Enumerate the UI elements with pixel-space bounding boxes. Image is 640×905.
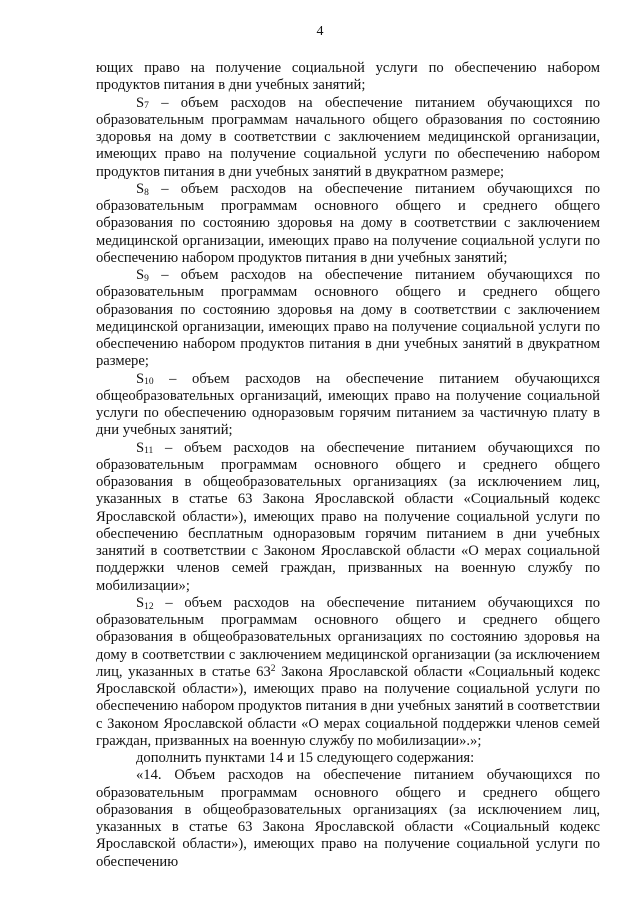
document-body [96, 60, 600, 871]
definition-s7: $S_7$ – объем расходов на обеспечение питанием обучающихся по образовательным программам начального общего образования по состоянию здоровья на дому в соответствии с заключением медицинской организации, имеющих право на получение социальной услуги по обеспечению набором продуктов питания в дни учебных занятий в двукратном размере; [96, 94, 600, 180]
symbol: S [136, 439, 145, 456]
page-number: 4 [316, 24, 324, 39]
symbol-subscript: 12 [144, 601, 154, 612]
symbol: S [136, 180, 145, 197]
definition-s10: $S_{10}$ – объем расходов на обеспечение питанием обучающихся общеобразовательных организаций, имеющих право на получение социальной услуги по обеспечению одноразовым горячим питанием за частичную плату в дни учебных занятий; [96, 370, 600, 439]
definition-s12: $S_{12}$ – объем расходов на обеспечение питанием обучающихся по образовательным программам основного общего и среднего общего образования в общеобразовательных организациях по состоянию здоровья на дому в соответствии с заключением медицинской организации (за исключением лиц, указанных в статье $63^2$ Закона Ярославской области «Социальный кодекс Ярославской области»), имеющих право на получение социальной услуги по обеспечению набором продуктов питания в дни учебных занятий в соответствии с Законом Ярославской области «О мерах социальной поддержки членов семей граждан, призванных на военную службу по мобилизации».»; [96, 594, 600, 749]
symbol-subscript: 11 [144, 446, 154, 457]
symbol-subscript: 7 [144, 101, 149, 112]
definition-s11: $S_{11}$ – объем расходов на обеспечение питанием обучающихся по образовательным программам основного общего и среднего общего образования в общеобразовательных организациях (за исключением лиц, указанных в статье 63 Закона Ярославской области «Социальный кодекс Ярославской области»), имеющих право на получение социальной услуги по обеспечению бесплатным одноразовым горячим питанием в дни учебных занятий в соответствии с Законом Ярославской области «О мерах социальной поддержки членов семей граждан, призванных на военную службу по мобилизации»; [96, 439, 600, 594]
symbol: S [136, 94, 145, 111]
article-superscript: 2 [270, 664, 276, 675]
symbol: S [136, 594, 145, 611]
symbol: S [136, 370, 145, 387]
symbol: S [136, 267, 145, 283]
definition-s8: $S_8$ – объем расходов на обеспечение питанием обучающихся по образовательным программам основного общего и среднего общего образования по состоянию здоровья на дому в соответствии с заключением медицинской организации, имеющих право на получение социальной услуги по обеспечению набором продуктов питания в дни учебных занятий; [96, 180, 600, 266]
clause-14: «14. Объем расходов на обеспечение питанием обучающихся по образовательным программам основного общего и среднего общего образования в общеобразовательных организациях (за исключением лиц, указанных в статье 63 Закона Ярославской области «Социальный кодекс Ярославской области»), имеющих право на получение социальной услуги по обеспечению [96, 767, 600, 870]
symbol-subscript: 10 [144, 377, 154, 388]
symbol-subscript: 8 [144, 187, 149, 198]
amendment-instruction: дополнить пунктами 14 и 15 следующего содержания: [136, 750, 475, 766]
definition-s9: $S_9$ – объем расходов на обеспечение питанием обучающихся по образовательным программам основного общего и среднего общего образования по состоянию здоровья на дому в соответствии с заключением медицинской организации, имеющих право на получение социальной услуги по обеспечению набором продуктов питания в дни учебных занятий в двукратном размере; [96, 267, 600, 370]
symbol-subscript: 9 [144, 273, 149, 284]
paragraph-continuation: ющих право на получение социальной услуги по обеспечению набором продуктов питания в дни учебных занятий; [96, 60, 600, 94]
